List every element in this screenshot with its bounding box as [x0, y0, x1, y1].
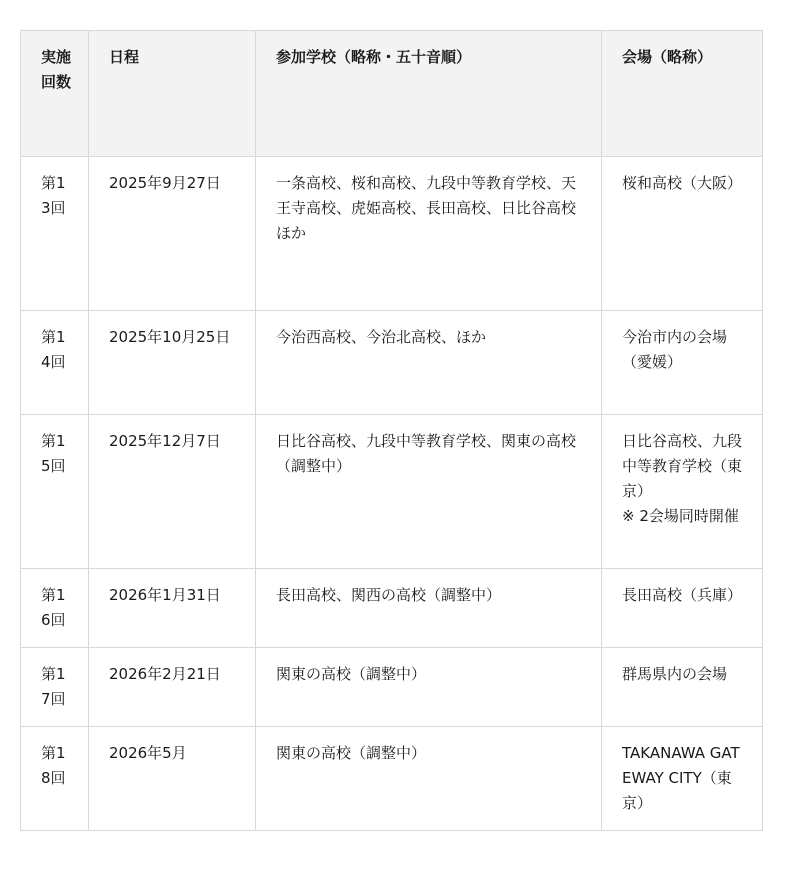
- round-cell: 第13回: [21, 157, 89, 311]
- date-cell: 2025年12月7日: [89, 415, 256, 569]
- table-header-row: [21, 31, 763, 157]
- header-date: 日程: [89, 31, 256, 157]
- header-venue: 会場（略称）: [602, 31, 763, 157]
- round-cell: 第17回: [21, 648, 89, 727]
- schools-cell: 一条高校、桜和高校、九段中等教育学校、天王寺高校、虎姫高校、長田高校、日比谷高校 ほか: [256, 157, 602, 311]
- venue-text: 日比谷高校、九段中等教育学校（東京）: [622, 432, 743, 500]
- schools-cell: 長田高校、関西の高校（調整中）: [256, 569, 602, 648]
- date-cell: 2026年1月31日: [89, 569, 256, 648]
- venue-text: 今治市内の会場（愛媛）: [622, 328, 728, 371]
- date-cell: 2026年5月: [89, 727, 256, 831]
- venue-cell: [602, 415, 763, 569]
- schedule-table: [20, 30, 763, 831]
- header-round: 実施回数: [21, 31, 89, 157]
- date-cell: 2025年9月27日: [89, 157, 256, 311]
- schools-cell: 日比谷高校、九段中等教育学校、関東の高校（調整中）: [256, 415, 602, 569]
- header-schools: 参加学校（略称・五十音順）: [256, 31, 602, 157]
- venue-text: TAKANAWA GATEWAY CITY（東京）: [622, 744, 740, 812]
- round-cell: 第18回: [21, 727, 89, 831]
- table-row: [21, 569, 763, 648]
- date-cell: 2025年10月25日: [89, 311, 256, 415]
- schools-cell: 関東の高校（調整中）: [256, 727, 602, 831]
- date-cell: 2026年2月21日: [89, 648, 256, 727]
- table-row: [21, 311, 763, 415]
- table-row: [21, 415, 763, 569]
- venue-cell: [602, 569, 763, 648]
- round-cell: 第16回: [21, 569, 89, 648]
- venue-cell: [602, 727, 763, 831]
- table-row: [21, 157, 763, 311]
- schedule-table-container: [20, 30, 762, 831]
- schools-cell: 今治西高校、今治北高校、ほか: [256, 311, 602, 415]
- table-row: [21, 727, 763, 831]
- venue-note: ※ 2会場同時開催: [622, 507, 739, 525]
- venue-text: 長田高校（兵庫）: [622, 586, 743, 604]
- round-cell: 第14回: [21, 311, 89, 415]
- venue-text: 桜和高校（大阪）: [622, 174, 743, 192]
- venue-cell: [602, 648, 763, 727]
- schools-cell: 関東の高校（調整中）: [256, 648, 602, 727]
- round-cell: 第15回: [21, 415, 89, 569]
- venue-text: 群馬県内の会場: [622, 665, 728, 683]
- venue-cell: [602, 157, 763, 311]
- venue-cell: [602, 311, 763, 415]
- table-row: [21, 648, 763, 727]
